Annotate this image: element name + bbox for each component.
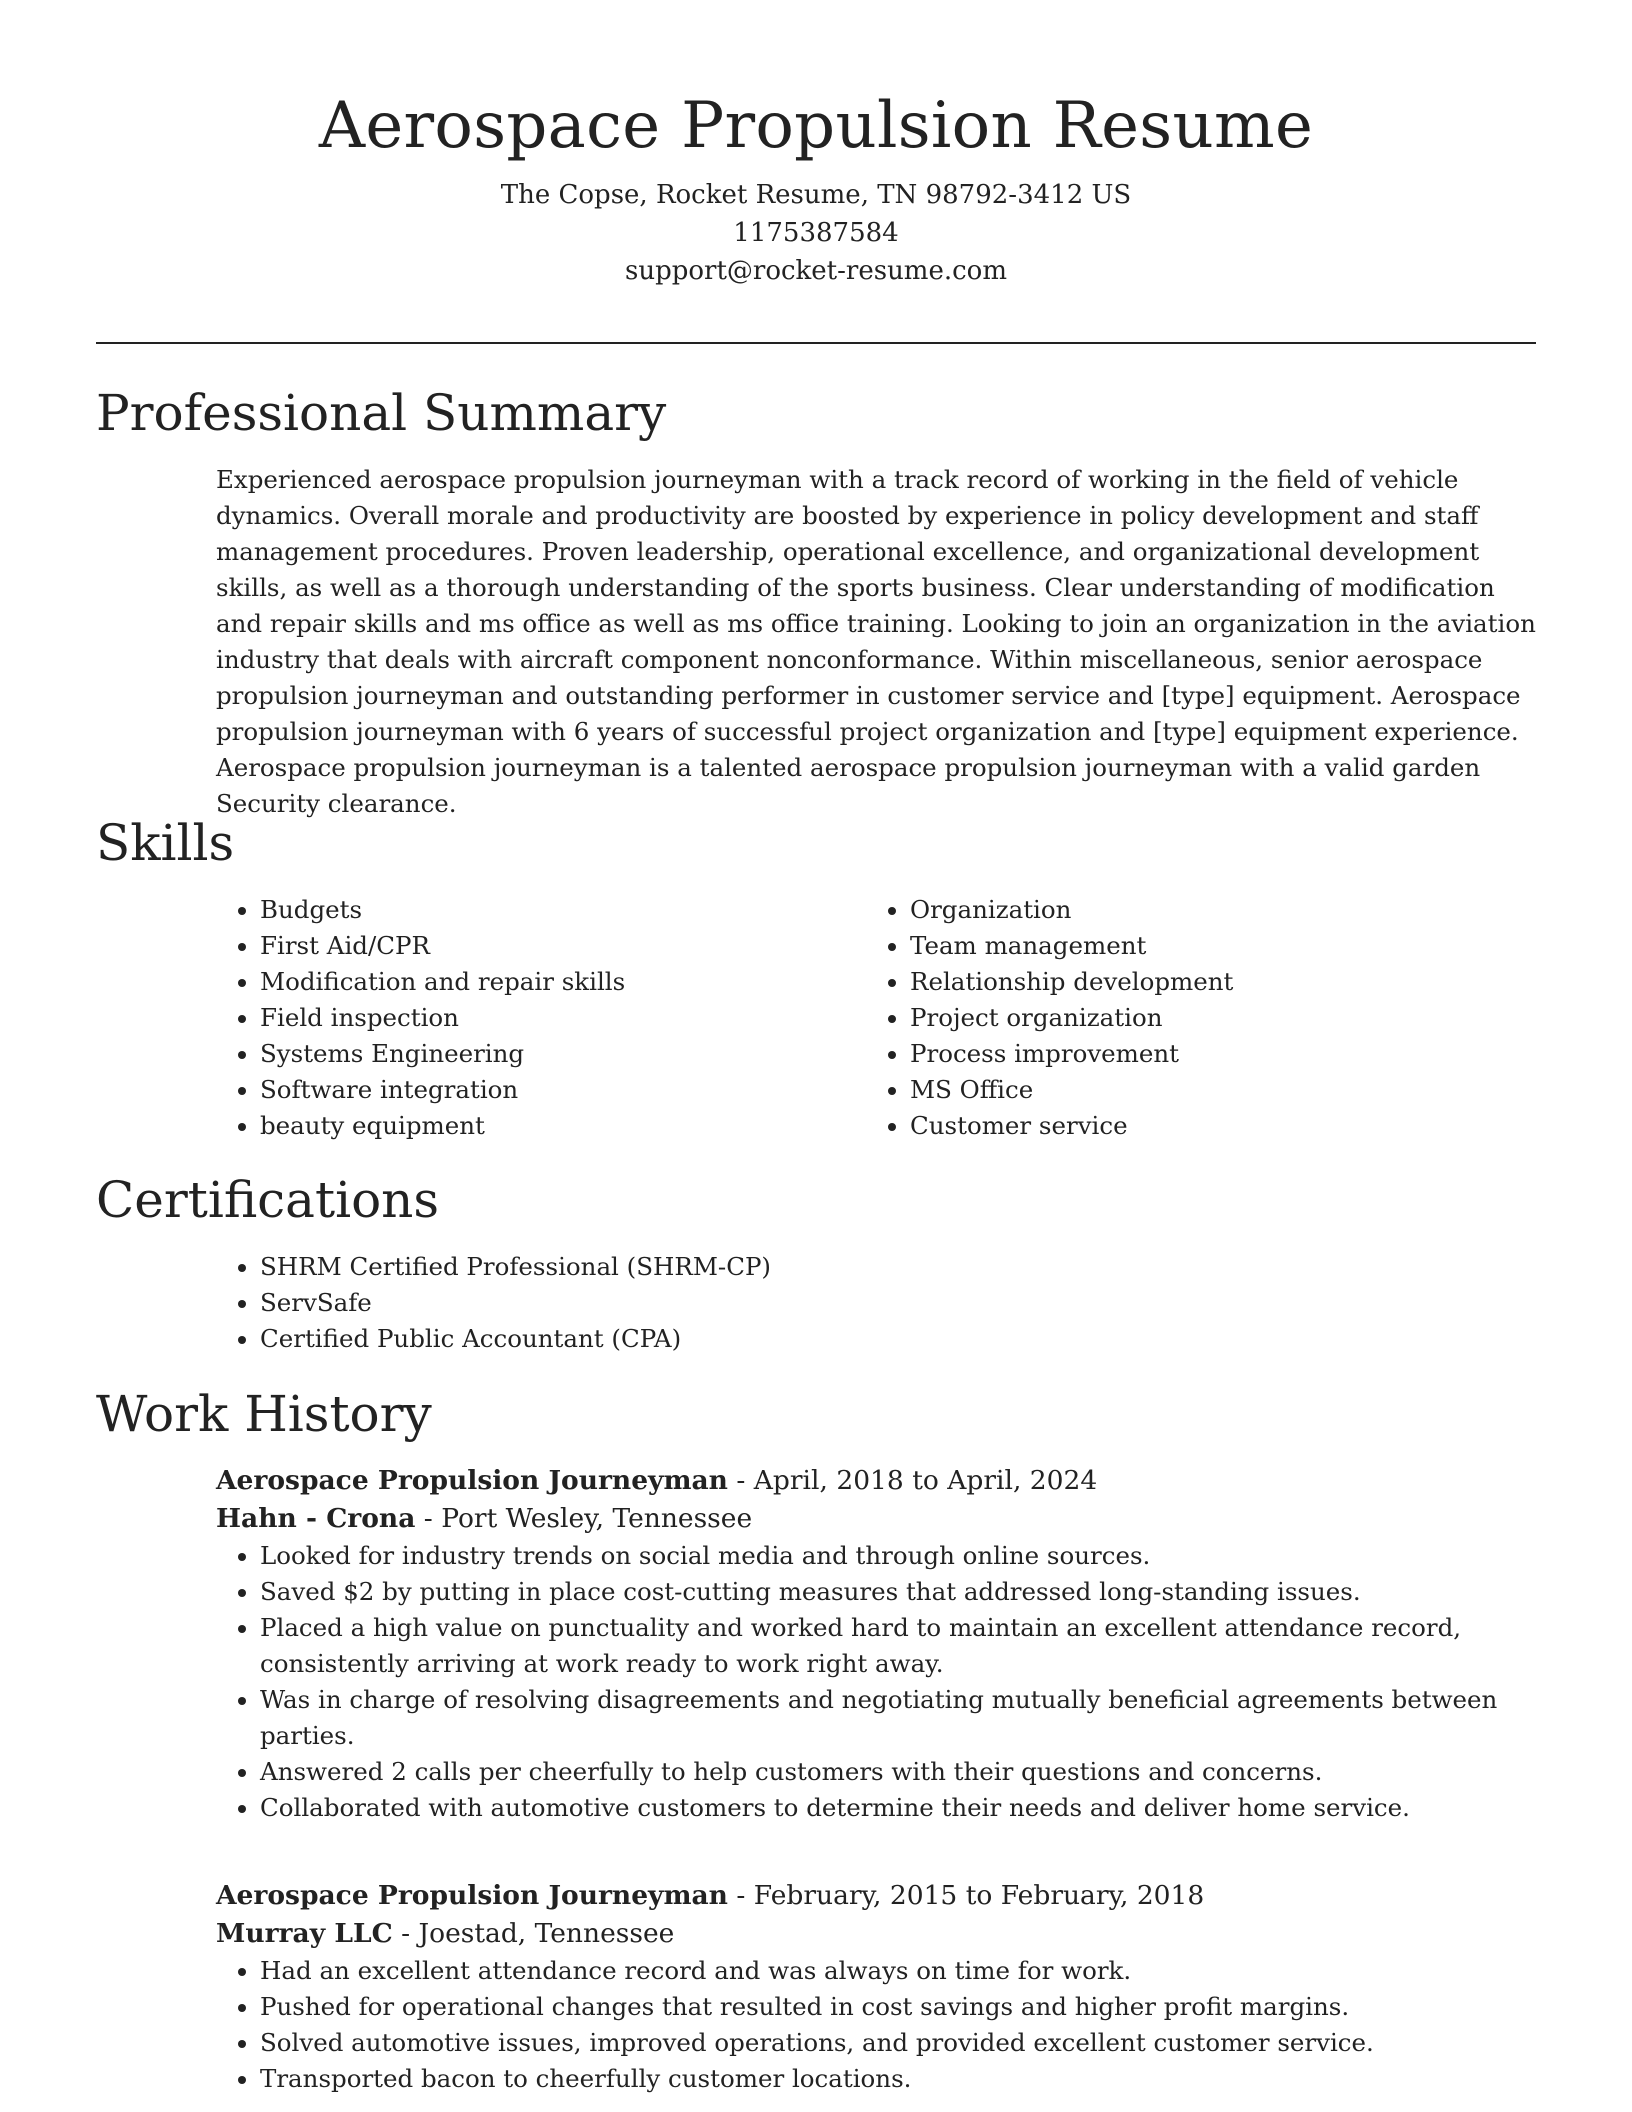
job-title-line (216, 1462, 1536, 1500)
separator: - (736, 1880, 754, 1911)
skill-item: • Budgets (260, 892, 866, 928)
responsibility-item: • Saved $2 by putting in place cost-cutting measures that addressed long-standing issues. (260, 1574, 1536, 1610)
skill-item: • Relationship development (910, 964, 1516, 1000)
certifications-heading: Certifications (96, 1171, 440, 1229)
skill-item: • First Aid/CPR (260, 928, 866, 964)
address: The Copse, Rocket Resume, TN 98792-3412 US (500, 180, 1132, 210)
header-divider (96, 342, 1536, 344)
summary-heading: Professional Summary (96, 384, 667, 442)
separator: - (423, 1503, 442, 1534)
resume-name: Aerospace Propulsion Resume (318, 89, 1314, 163)
certifications-list (216, 1249, 1536, 1357)
skill-item: • Software integration (260, 1072, 866, 1108)
responsibility-item: • Answered 2 calls per cheerfully to help customers with their questions and concerns. (260, 1754, 1536, 1790)
responsibility-item: • Pushed for operational changes that resulted in cost savings and higher profit margins. (260, 1989, 1536, 2025)
summary-text: Experienced aerospace propulsion journeyman with a track record of working in the field of vehicle dynamics. Overall morale and productivity are boosted by experience in policy development and staff management procedures. Proven leadership, operational excellence, and organizational development skills, as well as a thorough understanding of the sports business. Clear understanding of modification and repair skills and ms office as well as ms office training. Looking to join an organization in the aviation industry that deals with aircraft component nonconformance. Within miscellaneous, senior aerospace propulsion journeyman and outstanding performer in customer service and [type] equipment. Aerospace propulsion journeyman with 6 years of successful project organization and [type] equipment experience. Aerospace propulsion journeyman is a talented aerospace propulsion journeyman with a valid garden Security clearance. (216, 465, 1536, 818)
job-title: Aerospace Propulsion Journeyman (216, 1880, 728, 1911)
skill-item: • Field inspection (260, 1000, 866, 1036)
job-responsibilities (216, 1538, 1536, 1826)
skill-item: • Customer service (910, 1108, 1516, 1144)
job-title-line (216, 1877, 1536, 1915)
job-title: Aerospace Propulsion Journeyman (216, 1465, 728, 1496)
separator: - (736, 1465, 754, 1496)
job-location: Joestad, Tennessee (418, 1918, 675, 1949)
job-company: Hahn - Crona (216, 1503, 416, 1534)
skills-list (216, 892, 1536, 1144)
separator: - (401, 1918, 419, 1949)
work-history-heading: Work History (96, 1385, 432, 1443)
skill-item: • Systems Engineering (260, 1036, 866, 1072)
skills-column-right (866, 892, 1516, 1144)
responsibility-item: • Placed a high value on punctuality and worked hard to maintain an excellent attendance record, consistently arriving at work ready to work right away. (260, 1610, 1536, 1682)
job-entry (216, 1462, 1536, 1826)
responsibility-item: • Solved automotive issues, improved operations, and provided excellent customer service. (260, 2025, 1536, 2061)
responsibility-item: • Had an excellent attendance record and was always on time for work. (260, 1953, 1536, 1989)
skill-item: • Organization (910, 892, 1516, 928)
job-dates: April, 2018 to April, 2024 (753, 1465, 1098, 1496)
skills-column-left (216, 892, 866, 1144)
job-entry (216, 1877, 1536, 2097)
skill-item: • MS Office (910, 1072, 1516, 1108)
phone: 1175387584 (733, 218, 899, 248)
job-company: Murray LLC (216, 1918, 393, 1949)
job-dates: February, 2015 to February, 2018 (753, 1880, 1205, 1911)
certification-item: • SHRM Certified Professional (SHRM-CP) (260, 1249, 1536, 1285)
certification-item: • ServSafe (260, 1285, 1536, 1321)
skill-item: • beauty equipment (260, 1108, 866, 1144)
certification-item: • Certified Public Accountant (CPA) (260, 1321, 1536, 1357)
responsibility-item: • Transported bacon to cheerfully customer locations. (260, 2061, 1536, 2097)
skill-item: • Process improvement (910, 1036, 1516, 1072)
skill-item: • Project organization (910, 1000, 1516, 1036)
responsibility-item: • Collaborated with automotive customers to determine their needs and deliver home service. (260, 1790, 1536, 1826)
job-location: Port Wesley, Tennessee (441, 1503, 753, 1534)
responsibility-item: • Was in charge of resolving disagreements and negotiating mutually beneficial agreements between parties. (260, 1682, 1536, 1754)
responsibility-item: • Looked for industry trends on social media and through online sources. (260, 1538, 1536, 1574)
job-company-line (216, 1500, 1536, 1538)
skill-item: • Modification and repair skills (260, 964, 866, 1000)
skills-heading: Skills (96, 814, 235, 872)
job-responsibilities (216, 1953, 1536, 2097)
contact-block (0, 176, 1632, 290)
email: support@rocket-resume.com (624, 256, 1007, 286)
skill-item: • Team management (910, 928, 1516, 964)
job-company-line (216, 1915, 1536, 1953)
resume-header (0, 0, 1632, 290)
